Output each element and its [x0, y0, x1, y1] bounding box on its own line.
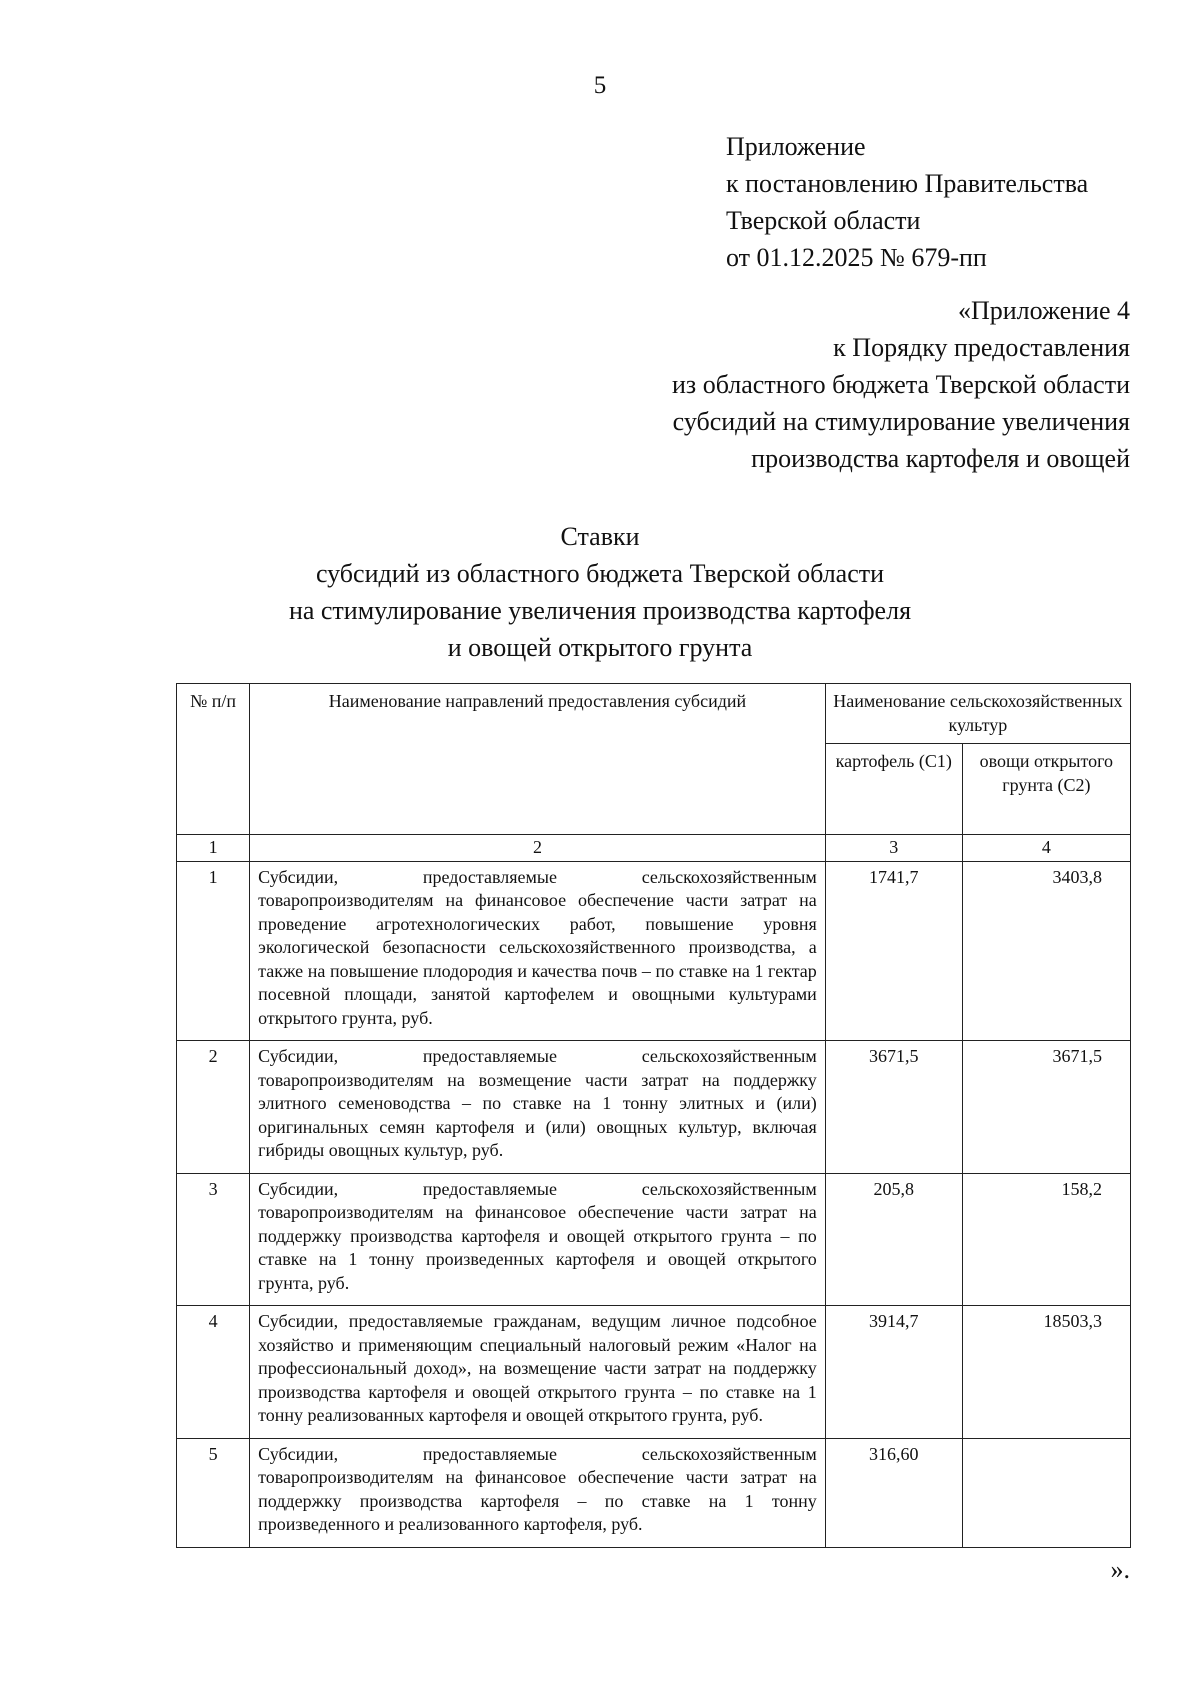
- index-cell: 1: [177, 835, 250, 862]
- appendix-header: [726, 128, 1088, 276]
- row-vegetables-rate: 158,2: [962, 1173, 1130, 1306]
- table-row: [177, 1438, 1131, 1547]
- title-line: на стимулирование увеличения производства картофеля: [288, 596, 912, 625]
- row-num: 2: [177, 1041, 250, 1174]
- appendix4-header-line: субсидий на стимулирование увеличения: [672, 407, 1130, 436]
- rates-table: [176, 683, 1131, 1548]
- row-num: 4: [177, 1306, 250, 1439]
- header-num: № п/п: [177, 684, 250, 835]
- row-name: Субсидии, предоставляемые сельскохозяйственным товаропроизводителям на финансовое обеспечение части затрат на проведение агротехнологических работ, повышение уровня экологической безопасности сельскохозяйственного производства, а также на повышение плодородия и качества почв – по ставке на 1 гектар посевной площади, занятой картофелем и овощными культурами открытого грунта, руб.: [250, 861, 826, 1041]
- row-potato-rate: 316,60: [825, 1438, 962, 1547]
- appendix4-header-line: производства картофеля и овощей: [751, 444, 1130, 473]
- row-potato-rate: 3671,5: [825, 1041, 962, 1174]
- appendix-header-line: к постановлению Правительства: [726, 169, 1089, 198]
- header-vegetables: овощи открытого грунта (С2): [962, 744, 1130, 835]
- index-cell: 4: [962, 835, 1130, 862]
- header-name: Наименование направлений предоставления субсидий: [250, 684, 826, 835]
- row-num: 1: [177, 861, 250, 1041]
- appendix4-header-line: к Порядку предоставления: [833, 333, 1130, 362]
- row-name: Субсидии, предоставляемые сельскохозяйственным товаропроизводителям на финансовое обеспечение части затрат на поддержку производства картофеля и овощей открытого грунта – по ставке на 1 тонну произведенных картофеля и овощей открытого грунта, руб.: [250, 1173, 826, 1306]
- row-name: Субсидии, предоставляемые гражданам, ведущим личное подсобное хозяйство и применяющим специальный налоговый режим «Налог на профессиональный доход», на возмещение части затрат на поддержку производства картофеля и овощей открытого грунта – по ставке на 1 тонну реализованных картофеля и овощей открытого грунта, руб.: [250, 1306, 826, 1439]
- appendix4-header-line: из областного бюджета Тверской области: [672, 370, 1130, 399]
- closing-quote-mark: ».: [1110, 1555, 1130, 1584]
- appendix4-header-line: «Приложение 4: [957, 296, 1130, 325]
- row-num: 5: [177, 1438, 250, 1547]
- appendix4-header: [672, 292, 1130, 477]
- index-cell: 2: [250, 835, 826, 862]
- table-index-row: [177, 835, 1131, 862]
- page-number: 5: [593, 72, 607, 99]
- header-crops-group: Наименование сельскохозяйственных культур: [825, 684, 1130, 744]
- appendix-header-line: Приложение: [726, 132, 866, 161]
- header-potato: картофель (С1): [825, 744, 962, 835]
- appendix-header-line: от 01.12.2025 № 679-пп: [726, 243, 987, 272]
- row-name: Субсидии, предоставляемые сельскохозяйственным товаропроизводителям на финансовое обеспечение части затрат на поддержку производства картофеля – по ставке на 1 тонну произведенного и реализованного картофеля, руб.: [250, 1438, 826, 1547]
- row-vegetables-rate: 18503,3: [962, 1306, 1130, 1439]
- appendix-header-line: Тверской области: [726, 206, 921, 235]
- row-potato-rate: 1741,7: [825, 861, 962, 1041]
- document-title: [0, 518, 1200, 666]
- row-name: Субсидии, предоставляемые сельскохозяйственным товаропроизводителям на возмещение части затрат на поддержку элитного семеноводства – по ставке на 1 тонну элитных и (или) оригинальных семян картофеля и (или) овощных культур, включая гибриды овощных культур, руб.: [250, 1041, 826, 1174]
- row-num: 3: [177, 1173, 250, 1306]
- row-vegetables-rate: 3403,8: [962, 861, 1130, 1041]
- row-potato-rate: 3914,7: [825, 1306, 962, 1439]
- table-row: [177, 861, 1131, 1041]
- table-row: [177, 1041, 1131, 1174]
- row-vegetables-rate: 3671,5: [962, 1041, 1130, 1174]
- table-header-row: [177, 684, 1131, 744]
- title-line: и овощей открытого грунта: [447, 633, 753, 662]
- title-line: субсидий из областного бюджета Тверской области: [315, 559, 885, 588]
- table-row: [177, 1173, 1131, 1306]
- index-cell: 3: [825, 835, 962, 862]
- row-vegetables-rate: [962, 1438, 1130, 1547]
- row-potato-rate: 205,8: [825, 1173, 962, 1306]
- table-row: [177, 1306, 1131, 1439]
- title-line: Ставки: [560, 522, 640, 551]
